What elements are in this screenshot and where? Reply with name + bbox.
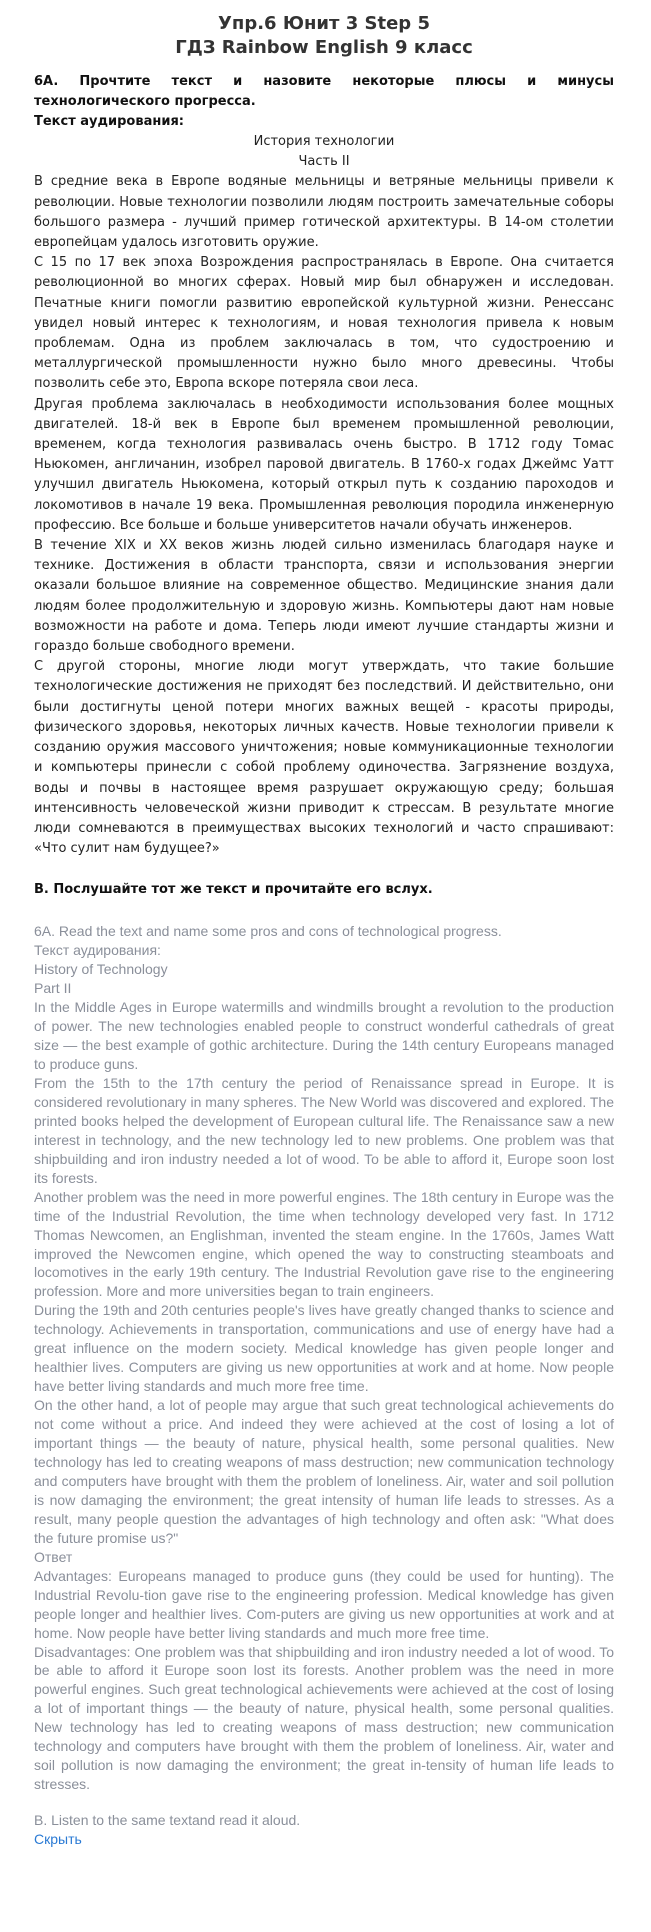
en-paragraph: Another problem was the need in more powerful engines. The 18th century in Europe was the time of the Industrial Revolution, the time when technology developed very fast. In 1712 Thomas Newcomen, an Englishman, invented the steam engine. In the 1760s, James Watt improved the Newcomen engine, which opened the way to constructing steamboats and locomotives in the early 19th century. The Industrial Revolution gave rise to the engineering profession. More and more universities began to train engineers. [34,1188,614,1300]
answer-label: Ответ [34,1548,73,1565]
listen-instruction: B. Listen to the same textand read it aloud. [34,1812,301,1829]
disadvantages-text: Disadvantages: One problem was that shipbuilding and iron industry needed a lot of wood. To be able to afford it Europe soon lost its forests. Another problem was the need in more powerful engines. Such great technological achievements were achieved at the cost of losing a lot of important things — the beauty of nature, physical health, some personal qualities. New technology has led to creating weapons of mass destruction; new communication technology and computers have brought with them the problem of loneliness. Air, water and soil pollution is now damaging the environment; the great in-tensity of human life leads to stresses. [34,1643,614,1793]
advantages-text: Advantages: Europeans managed to produce guns (they could be used for hunting). The Industrial Revolu-tion gave rise to the engineering profession. Medical knowledge has given people longer and healthier lives. Com-puters are giving us new opportunities at work and at home. Now people have better living standards and much more free time. [34,1567,614,1641]
en-instruction: 6A. Read the text and name some pros and cons of technological progress. [34,923,502,940]
text-heading: История технологии [253,134,395,149]
audio-label: Текст аудирования: [34,114,185,129]
page-title-line1: Упр.6 Юнит 3 Step 5 [218,13,430,34]
task-a-instruction: 6A. Прочтите текст и назовите некоторые плюсы и минусы технологического прогресса. [34,74,614,109]
en-paragraph: In the Middle Ages in Europe watermills and windmills brought a revolution to the production of power. The new technologies enabled people to construct wonderful cathedrals of great size — the best example of gothic architecture. During the 14th century Europeans managed to produce guns. [34,999,614,1072]
page-title [34,12,614,60]
ru-paragraph: С 15 по 17 век эпоха Возрождения распространялась в Европе. Она считается революционной во многих сферах. Новый мир был обнаружен и исследован. Печатные книги помогли развитию европейской культурной жизни. Ренессанс увидел новый интерес к технологиям, и новая технология привела к новым проблемам. Одна из проблем заключалась в том, что судостроению и металлургической промышленности нужно было много древесины. Чтобы позволить себе это, Европа вскоре потеряла свои леса. [34,255,614,392]
en-part: Part II [34,980,72,997]
text-part: Часть II [298,154,350,170]
task-b-instruction: B. Послушайте тот же текст и прочитайте его вслух. [34,882,433,898]
answer-block [34,922,614,1830]
hide-link[interactable]: Скрыть [34,1831,82,1848]
page-title-line2: ГДЗ Rainbow English 9 класс [175,37,473,58]
ru-paragraph: В средние века в Европе водяные мельницы и ветряные мельницы привели к революции. Новые технологии позволили людям построить замечательные соборы большого размера - лучший пример готической архитектуры. В 14-ом столетии европейцам удалось изготовить оружие. [34,174,614,251]
russian-text [34,172,614,859]
en-heading: History of Technology [34,961,168,978]
en-audio-label: Текст аудирования: [34,942,161,959]
en-paragraph: From the 15th to the 17th century the period of Renaissance spread in Europe. It is considered revolutionary in many spheres. The New World was discovered and explored. The printed books helped the development of European cultural life. The Renaissance saw a new interest in technology, and the new technology led to new problems. One problem was that shipbuilding and iron industry needed a lot of wood. To be able to afford it, Europe soon lost its forests. [34,1074,614,1186]
en-paragraph: On the other hand, a lot of people may argue that such great technological achievements do not come without a price. And indeed they were achieved at the cost of losing a lot of important things — the beauty of nature, physical health, some personal qualities. New technology has led to creating weapons of mass destruction; new communication technology and computers have brought with them the problem of loneliness. Air, water and soil pollution is now damaging the environment; the great intensity of human life leads to stresses. As a result, many people question the advantages of high technology and often ask: "What does the future promise us?" [34,1397,614,1546]
ru-paragraph: Другая проблема заключалась в необходимости использования более мощных двигателей. 18-й век в Европе был временем промышленной революции, временем, когда технология развивалась очень быстро. В 1712 году Томас Ньюкомен, англичанин, изобрел паровой двигатель. В 1760-х годах Джеймс Уатт улучшил двигатель Ньюкомена, который открыл путь к созданию пароходов и локомотивов в начале 19 века. Промышленная революция породила инженерную профессию. Все больше и больше университетов начали обучать инженеров. [34,396,614,533]
en-paragraph: During the 19th and 20th centuries people's lives have greatly changed thanks to science and technology. Achievements in transportation, communications and use of energy have had a great influence on the modern society. Medical knowledge has given people longer and healthier lives. Computers are giving us new opportunities at work and at home. Now people have better living standards and much more free time. [34,1302,614,1395]
ru-paragraph: С другой стороны, многие люди могут утверждать, что такие большие технологические достижения не приходят без последствий. И действительно, они были достигнуты ценой потери многих важных вещей - красоты природы, физического здоровья, некоторых личных качеств. Новые технологии привели к созданию оружия массового уничтожения; новые коммуникационные технологии и компьютеры принесли с собой проблему одиночества. Загрязнение воздуха, воды и почвы в настоящее время разрушает окружающую среду; большая интенсивность человеческой жизни приводит к стрессам. В результате многие люди сомневаются в преимуществах высоких технологий и часто спрашивают: «Что сулит нам будущее?» [34,659,614,857]
ru-paragraph: В течение XIX и XX веков жизнь людей сильно изменилась благодаря науке и технике. Достижения в области транспорта, связи и использования энергии оказали большое влияние на современное общество. Медицинские знания дали людям более продолжительную и здоровую жизнь. Компьютеры дают нам новые возможности на работе и дома. Теперь люди имеют лучшие стандарты жизни и гораздо больше свободного времени. [34,538,614,655]
